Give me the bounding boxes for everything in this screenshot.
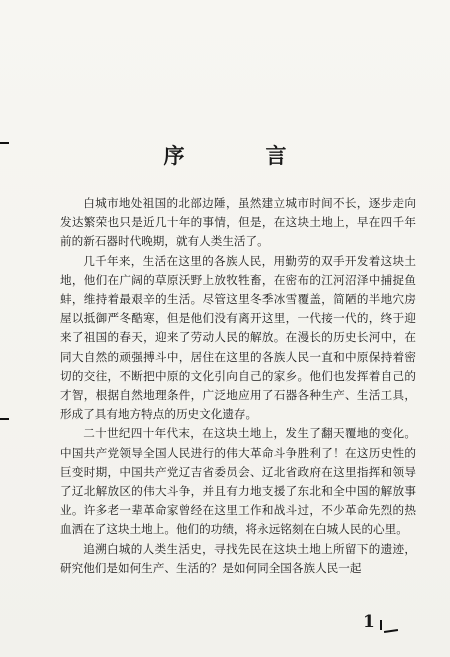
pen-mark	[384, 629, 398, 633]
margin-mark	[0, 418, 9, 420]
page-title: 序 言	[163, 144, 317, 168]
paragraph: 二十世纪四十年代末，在这块土地上，发生了翻天覆地的变化。中国共产党领导全国人民进行的伟大革命斗争胜利了！在这历史性的巨变时期，中国共产党辽吉省委员会、辽北省政府在这里指挥和领导了辽北解放区的伟大斗争，并且有力地支援了东北和全中国的解放事业。许多老一辈革命家曾经在这里工作和战斗过，不少革命先烈的热血洒在了这块土地上。他们的功绩，将永远铭刻在白城人民的心里。	[60, 426, 416, 537]
pen-mark	[380, 620, 382, 630]
page-number: 1	[363, 612, 375, 632]
body-text	[60, 194, 416, 578]
paragraph: 追溯白城的人类生活史，寻找先民在这块土地上所留下的遗迹，研究他们是如何生产、生活的？是如何同全国各族人民一起	[60, 541, 416, 575]
paragraph: 几千年来，生活在这里的各族人民，用勤劳的双手开发着这块土地，他们在广阔的草原沃野上放牧牲畜，在密布的江河沼泽中捕捉鱼蚌，维持着最艰辛的生活。尽管这里冬季冰雪覆盖，简陋的半地穴房屋以抵御严冬酷寒，但是他们没有离开这里，一代接一代的，终于迎来了祖国的春天，迎来了劳动人民的解放。在漫长的历史长河中，在同大自然的顽强搏斗中，居住在这里的各族人民一直和中原保持着密切的交往，不断把中原的文化引向自己的家乡。他们也发挥着自己的才智，根据自然地理条件，广泛地应用了石器各种生产、生活工具，形成了具有地方特点的历史文化遗存。	[60, 253, 416, 422]
paragraph: 白城市地处祖国的北部边陲，虽然建立城市时间不长，逐步走向发达繁荣也只是近几十年的事情，但是，在这块土地上，早在四千年前的新石器时代晚期，就有人类生活了。	[60, 196, 416, 249]
